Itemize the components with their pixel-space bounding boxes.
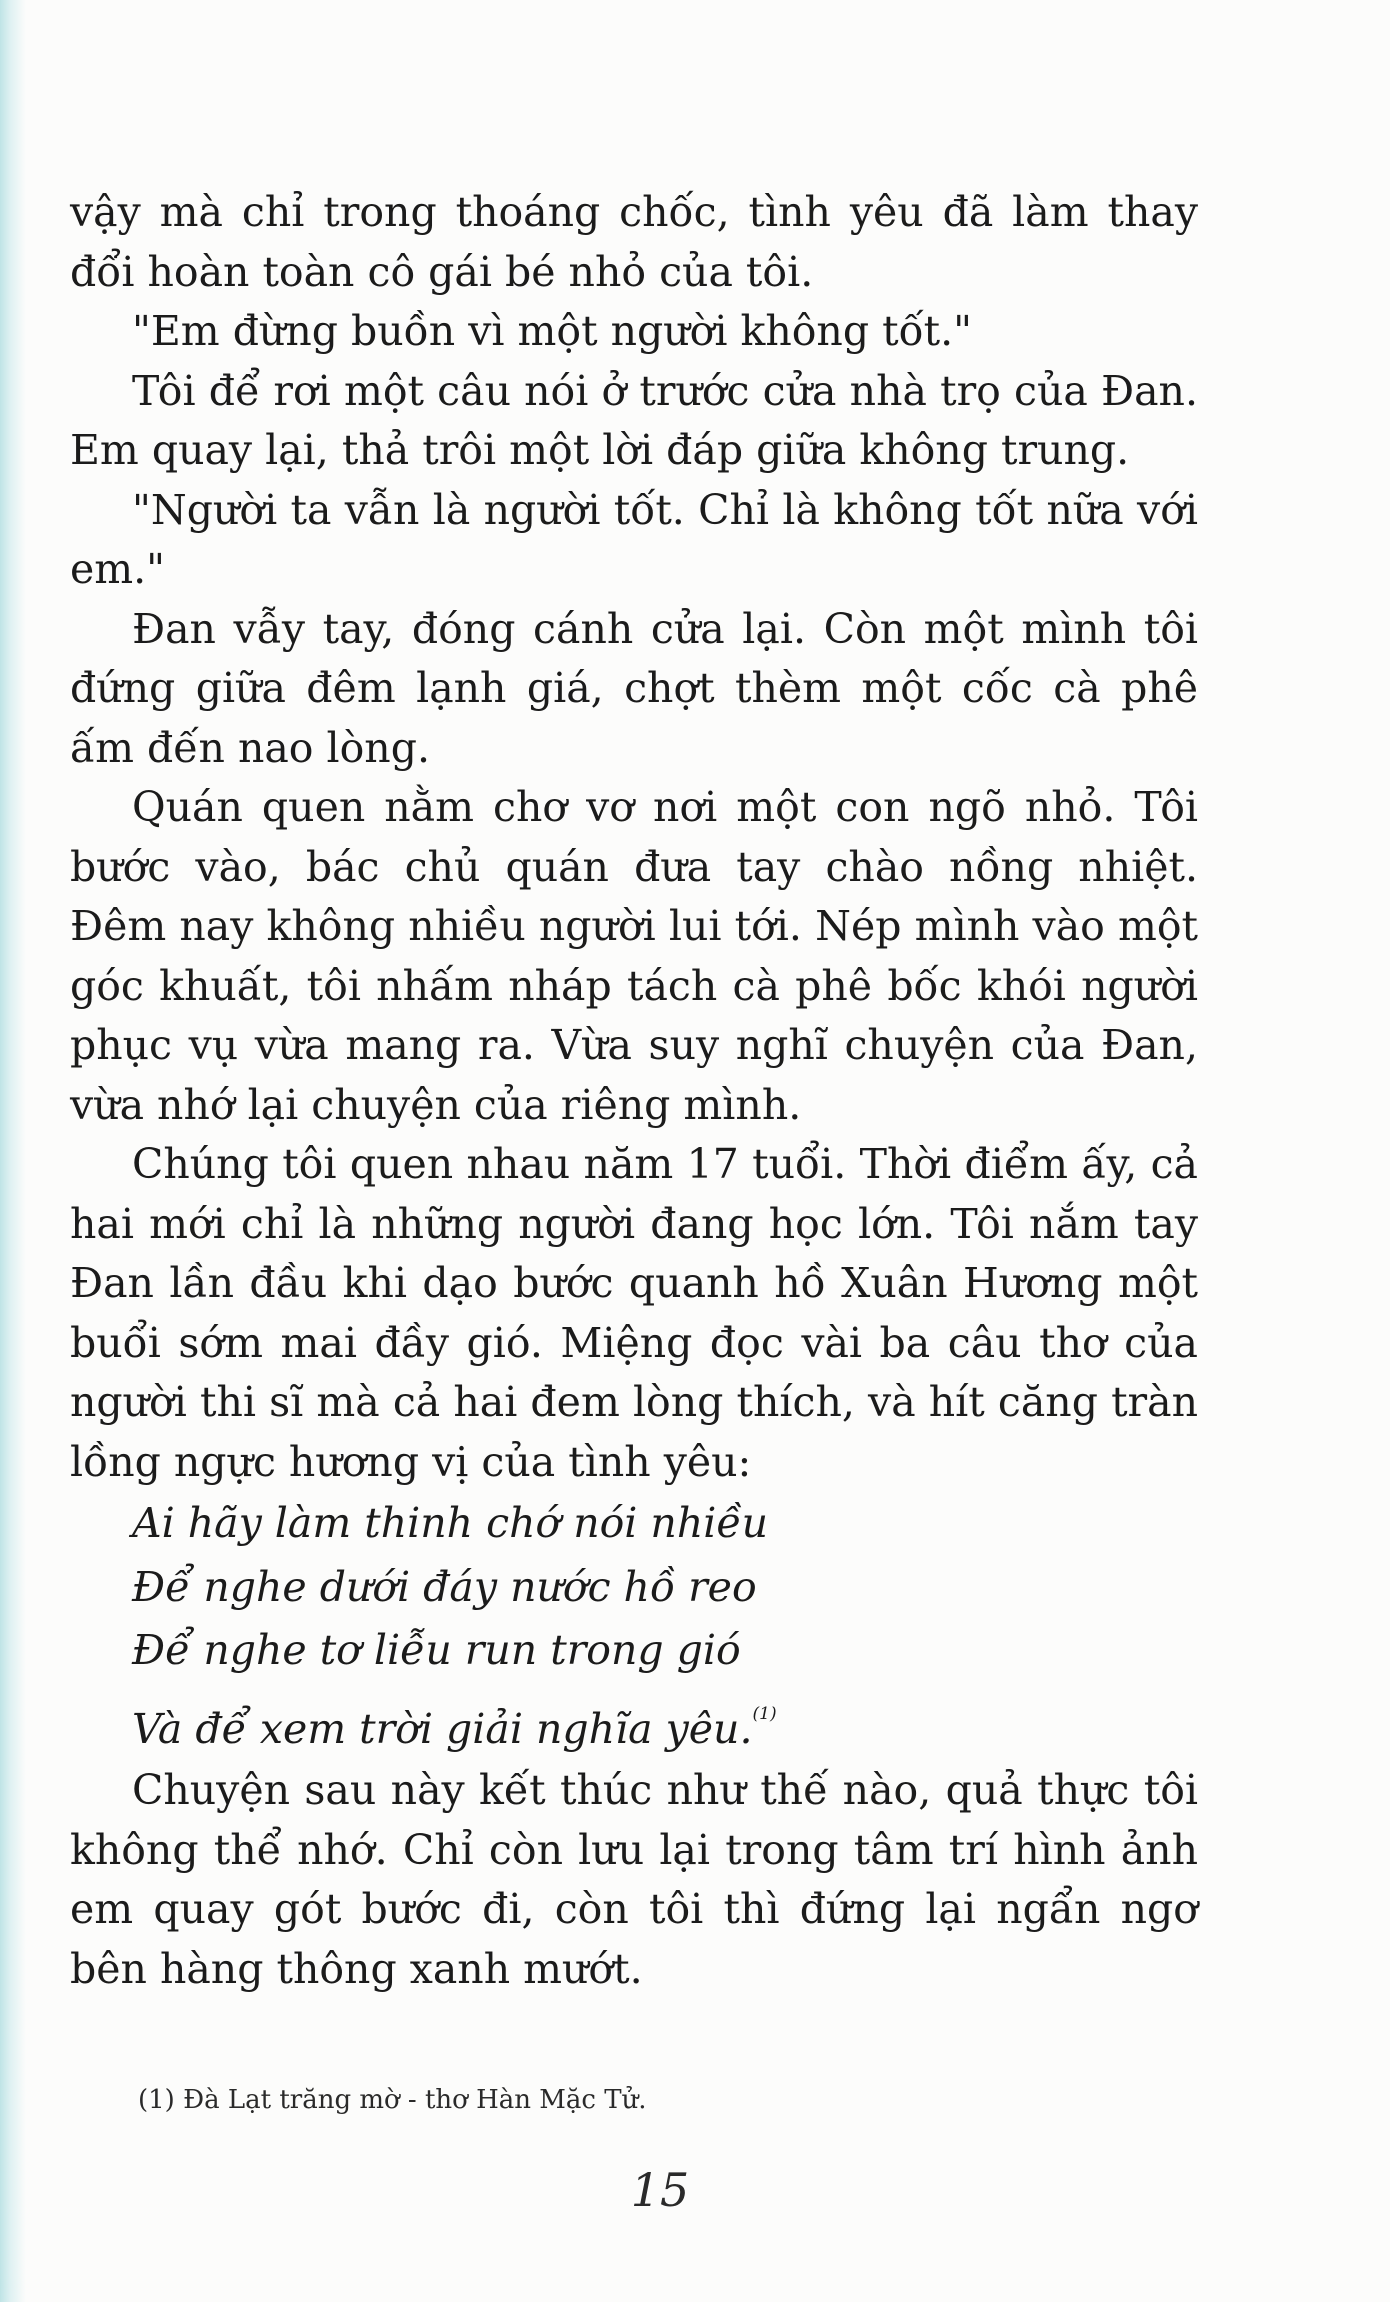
closing-paragraph: Chuyện sau này kết thúc như thế nào, quả thực tôi không thể nhớ. Chỉ còn lưu lại trong tâm trí hình ảnh em quay gót bước đi, còn tôi thì đứng lại ngẩn ngơ bên hàng thông xanh mướt.	[70, 1766, 1198, 1993]
paragraph: Tôi để rơi một câu nói ở trước cửa nhà trọ của Đan. Em quay lại, thả trôi một lời đáp giữa không trung.	[70, 366, 1198, 474]
poem-line: Để nghe dưới đáy nước hồ reo	[132, 1562, 757, 1611]
poem-line-last	[132, 1683, 1198, 1762]
poem	[70, 1492, 1198, 1761]
paragraph: "Người ta vẫn là người tốt. Chỉ là không tốt nữa với em."	[70, 485, 1198, 593]
page-edge-shadow	[0, 0, 26, 2302]
poem-line-text: Và để xem trời giải nghĩa yêu.	[132, 1704, 753, 1753]
poem-line: Để nghe tơ liễu run trong gió	[132, 1626, 741, 1674]
paragraph: Quán quen nằm chơ vơ nơi một con ngõ nhỏ. Tôi bước vào, bác chủ quán đưa tay chào nồng nhiệt. Đêm nay không nhiều người lui tới. Nép mình vào một góc khuất, tôi nhấm nháp tách cà phê bốc khói người phục vụ vừa mang ra. Vừa suy nghĩ chuyện của Đan, vừa nhớ lại chuyện của riêng mình.	[70, 783, 1198, 1129]
body-text	[70, 183, 1198, 1999]
paragraph: vậy mà chỉ trong thoáng chốc, tình yêu đã làm thay đổi hoàn toàn cô gái bé nhỏ của tôi.	[70, 188, 1198, 296]
paragraph: Đan vẫy tay, đóng cánh cửa lại. Còn một mình tôi đứng giữa đêm lạnh giá, chợt thèm một cốc cà phê ấm đến nao lòng.	[70, 604, 1198, 772]
footnote: (1) Đà Lạt trăng mờ - thơ Hàn Mặc Tử.	[138, 2085, 647, 2115]
poem-line: Ai hãy làm thinh chớ nói nhiều	[132, 1499, 768, 1547]
paragraph: Chúng tôi quen nhau năm 17 tuổi. Thời điểm ấy, cả hai mới chỉ là những người đang học lớn. Tôi nắm tay Đan lần đầu khi dạo bước quanh hồ Xuân Hương một buổi sớm mai đầy gió. Miệng đọc vài ba câu thơ của người thi sĩ mà cả hai đem lòng thích, và hít căng tràn lồng ngực hương vị của tình yêu:	[70, 1140, 1198, 1486]
page-number: 15	[630, 2163, 690, 2217]
paragraph: "Em đừng buồn vì một người không tốt."	[132, 307, 973, 355]
footnote-marker: (1)	[752, 1703, 777, 1724]
